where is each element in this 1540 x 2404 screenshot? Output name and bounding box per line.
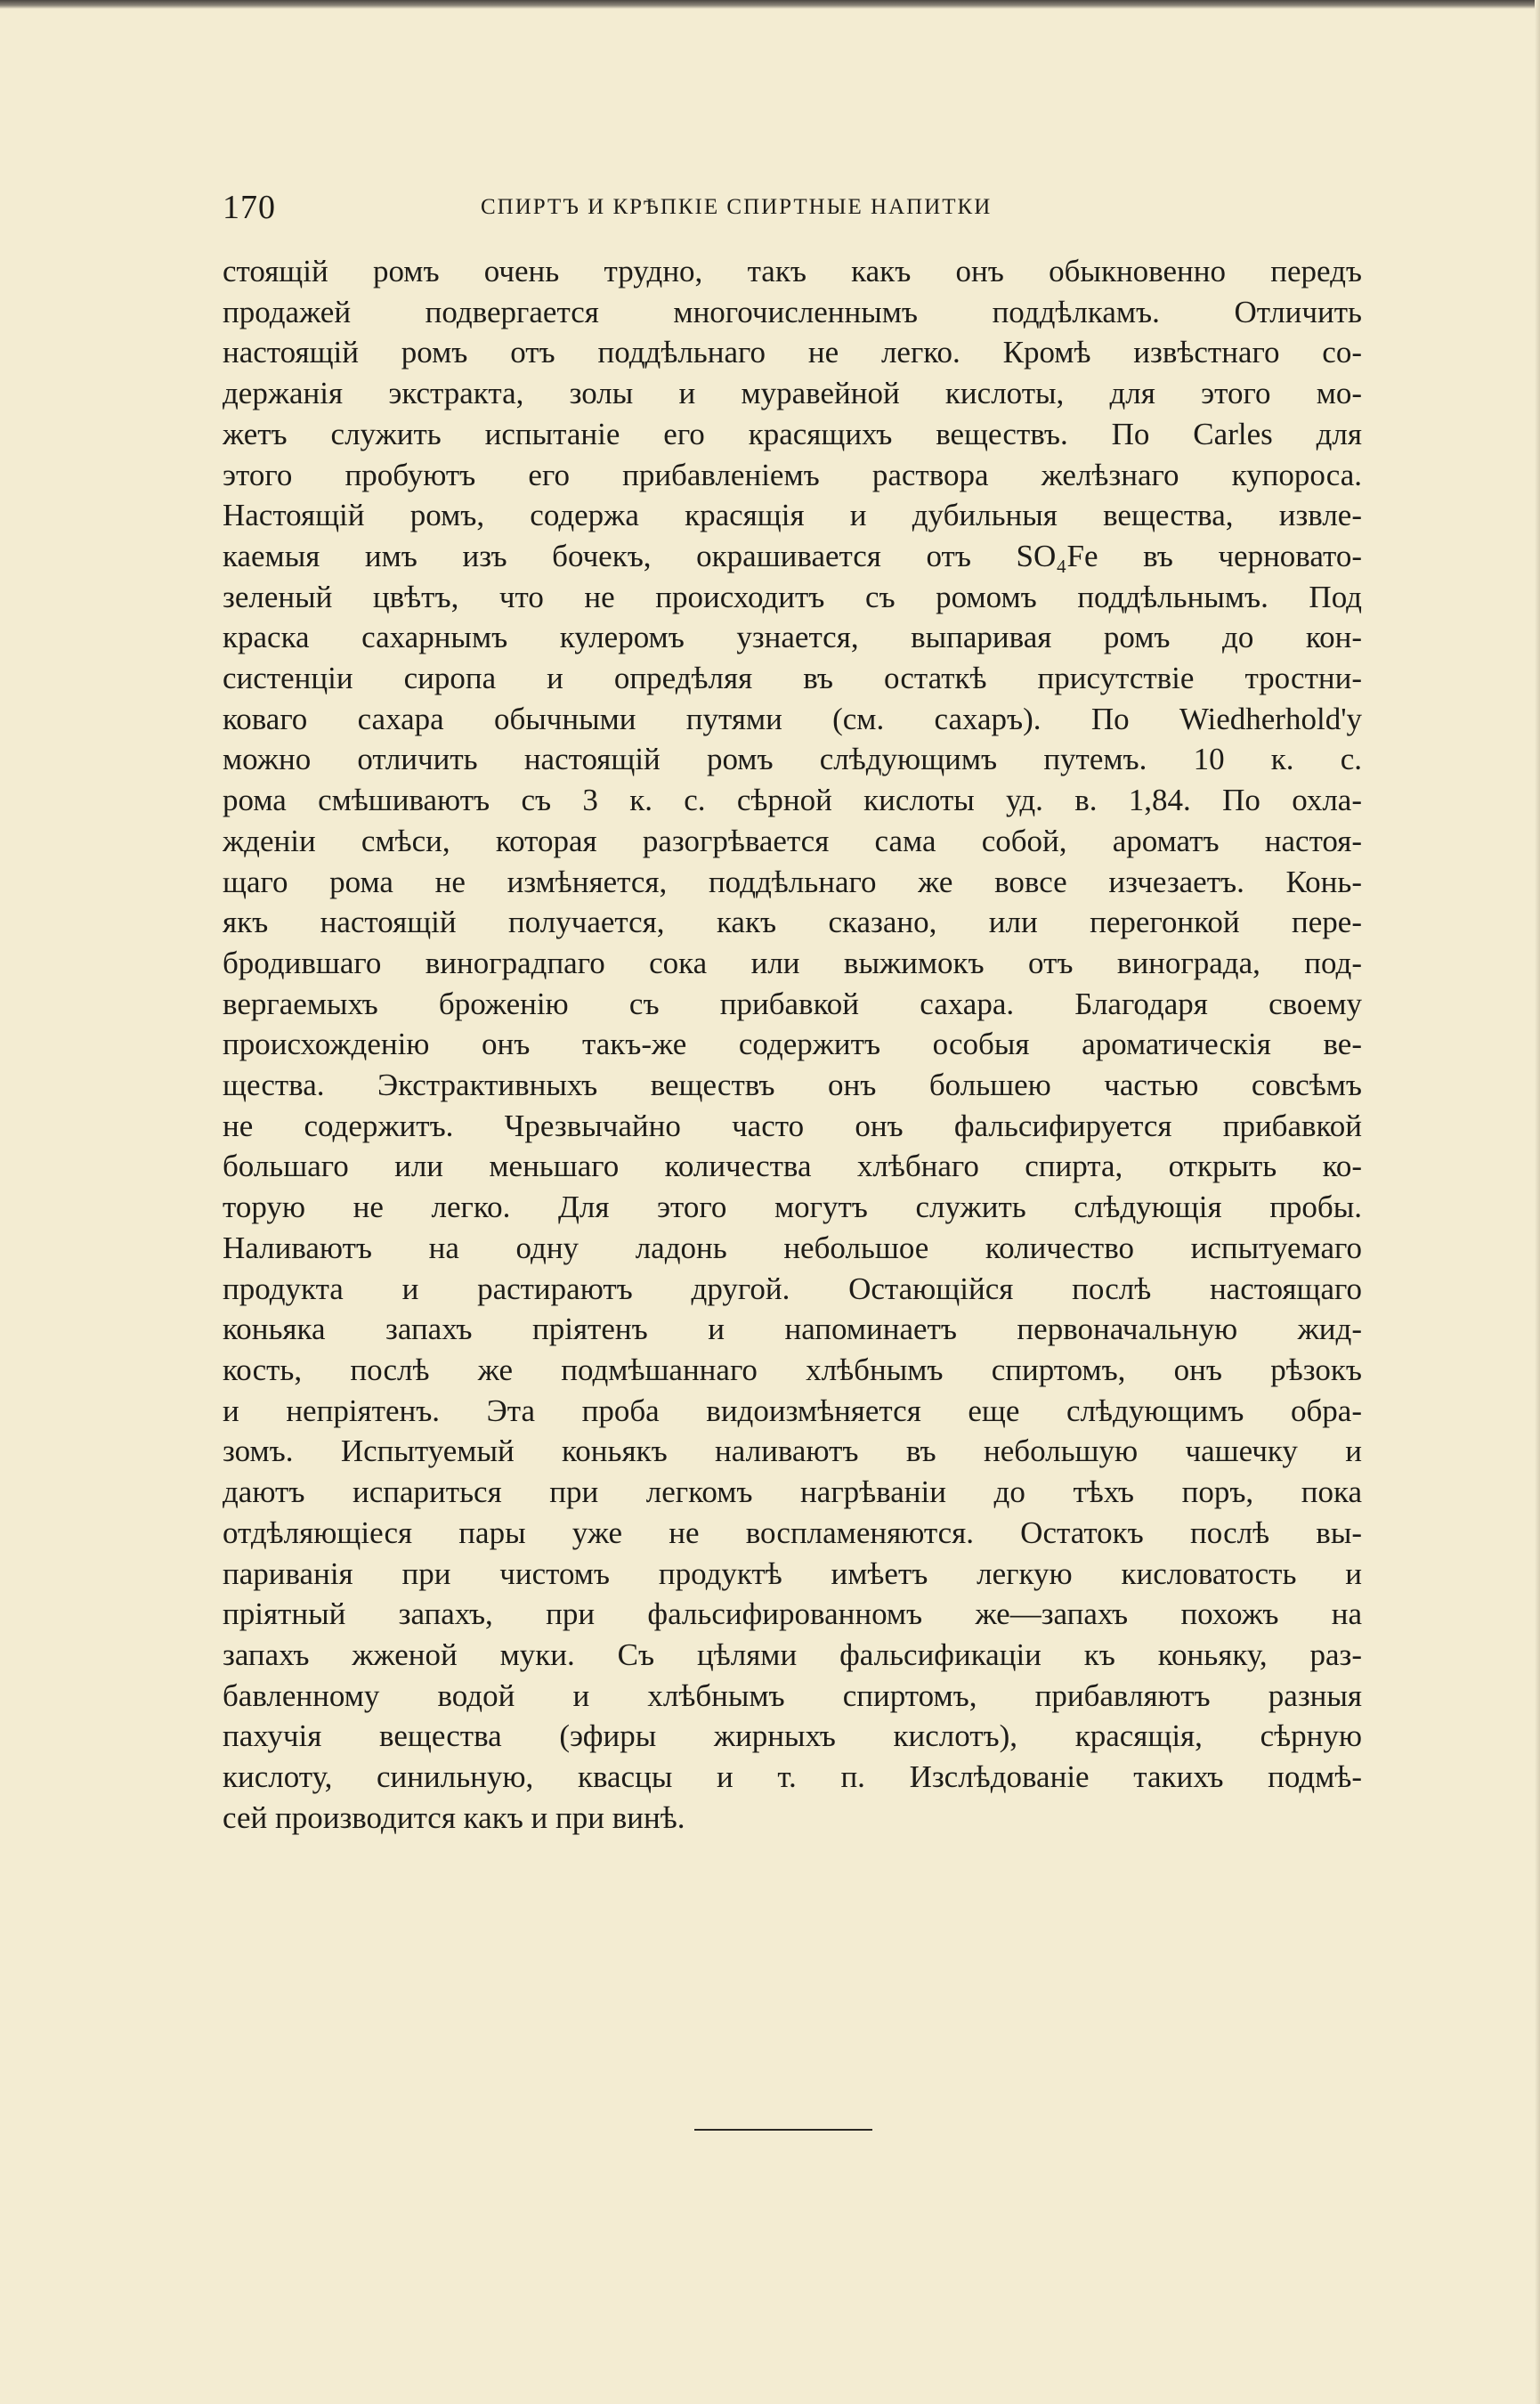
text-line: коньяка запахъ пріятенъ и напоминаетъ первоначальную жид- bbox=[223, 1312, 1362, 1347]
text-line: настоящій ромъ отъ поддѣльнаго не легко. Кромѣ извѣстнаго со- bbox=[223, 335, 1362, 370]
text-line: держанія экстракта, золы и муравейной кислоты, для этого мо- bbox=[223, 376, 1362, 411]
section-end-rule bbox=[694, 2129, 872, 2131]
text-line: щества. Экстрактивныхъ веществъ онъ большею частью совсѣмъ bbox=[223, 1068, 1362, 1103]
text-line: не содержитъ. Чрезвычайно часто онъ фальсифируется прибавкой bbox=[223, 1108, 1362, 1143]
text-line: пахучія вещества (эфиры жирныхъ кислотъ), красящія, сѣрную bbox=[223, 1718, 1362, 1754]
body-text bbox=[223, 251, 1362, 1838]
text-line: торую не легко. Для этого могутъ служить слѣдующія пробы. bbox=[223, 1190, 1362, 1225]
text-line: отдѣляющіеся пары уже не воспламеняются. Остатокъ послѣ вы- bbox=[223, 1515, 1362, 1550]
page-top-edge bbox=[0, 0, 1540, 9]
text-line: кость, послѣ же подмѣшаннаго хлѣбнымъ спиртомъ, онъ рѣзокъ bbox=[223, 1352, 1362, 1387]
text-line: продукта и растираютъ другой. Остающійся послѣ настоящаго bbox=[223, 1271, 1362, 1306]
text-line: пріятный запахъ, при фальсифированномъ же—запахъ похожъ на bbox=[223, 1596, 1362, 1632]
text-line: можно отличить настоящій ромъ слѣдующимъ путемъ. 10 к. с. bbox=[223, 742, 1362, 777]
text-line: Наливаютъ на одну ладонь небольшое количество испытуемаго bbox=[223, 1230, 1362, 1265]
text-line: вергаемыхъ броженію съ прибавкой сахара. Благодаря своему bbox=[223, 986, 1362, 1021]
text-line: краска сахарнымъ кулеромъ узнается, выпаривая ромъ до кон- bbox=[223, 620, 1362, 655]
text-line: этого пробуютъ его прибавленіемъ раствора желѣзнаго купороса. bbox=[223, 457, 1362, 492]
text-line: зомъ. Испытуемый коньякъ наливаютъ въ небольшую чашечку и bbox=[223, 1433, 1362, 1469]
text-line: якъ настоящій получается, какъ сказано, или перегонкой пере- bbox=[223, 905, 1362, 940]
text-line: щаго рома не измѣняется, поддѣльнаго же вовсе изчезаетъ. Конь- bbox=[223, 864, 1362, 899]
text-line: большаго или меньшаго количества хлѣбнаго спирта, открыть ко- bbox=[223, 1149, 1362, 1184]
text-line: систенціи сиропа и опредѣляя въ остаткѣ присутствіе тростни- bbox=[223, 661, 1362, 696]
text-line: стоящій ромъ очень трудно, такъ какъ онъ обыкновенно передъ bbox=[223, 254, 1362, 288]
text-line: каемыя имъ изъ бочекъ, окрашивается отъ SO₄Fe въ черновато- bbox=[223, 538, 1362, 573]
text-line: сей производится какъ и при винѣ. bbox=[223, 1799, 685, 1835]
running-title: СПИРТЪ И КРѢПКIЕ СПИРТНЫЕ НАПИТКИ bbox=[481, 195, 993, 219]
text-line: коваго сахара обычными путями (см. сахаръ). По Wiedherhold'у bbox=[223, 701, 1362, 736]
text-line: париванія при чистомъ продуктѣ имѣетъ легкую кисловатость и bbox=[223, 1555, 1362, 1591]
text-line: Настоящій ромъ, содержа красящія и дубильныя вещества, извле- bbox=[223, 498, 1362, 533]
text-line: бродившаго виноградпаго сока или выжимокъ отъ винограда, под- bbox=[223, 945, 1362, 980]
text-line: продажей подвергается многочисленнымъ поддѣлкамъ. Отличить bbox=[223, 294, 1362, 329]
text-line: и непріятенъ. Эта проба видоизмѣняется еще слѣдующимъ обра- bbox=[223, 1393, 1362, 1428]
text-line: кислоту, синильную, квасцы и т. п. Изслѣдованіе такихъ подмѣ- bbox=[223, 1759, 1362, 1795]
text-line: жетъ служить испытаніе его красящихъ веществъ. По Carles для bbox=[223, 416, 1362, 451]
text-line: запахъ жженой муки. Съ цѣлями фальсификаціи къ коньяку, раз- bbox=[223, 1637, 1362, 1672]
text-line: происхожденію онъ такъ-же содержитъ особыя ароматическія ве- bbox=[223, 1027, 1362, 1062]
page-header bbox=[223, 185, 1362, 230]
page-number: 170 bbox=[223, 189, 276, 226]
text-line: бавленному водой и хлѣбнымъ спиртомъ, прибавляютъ разныя bbox=[223, 1677, 1362, 1713]
text-line: зеленый цвѣтъ, что не происходитъ съ ромомъ поддѣльнымъ. Под bbox=[223, 579, 1362, 614]
text-line: даютъ испариться при легкомъ нагрѣваніи до тѣхъ поръ, пока bbox=[223, 1474, 1362, 1510]
text-line: рома смѣшиваютъ съ 3 к. с. сѣрной кислоты уд. в. 1,84. По охла- bbox=[223, 783, 1362, 818]
page-right-edge bbox=[1535, 0, 1540, 2404]
text-line: жденіи смѣси, которая разогрѣвается сама собой, ароматъ настоя- bbox=[223, 823, 1362, 858]
